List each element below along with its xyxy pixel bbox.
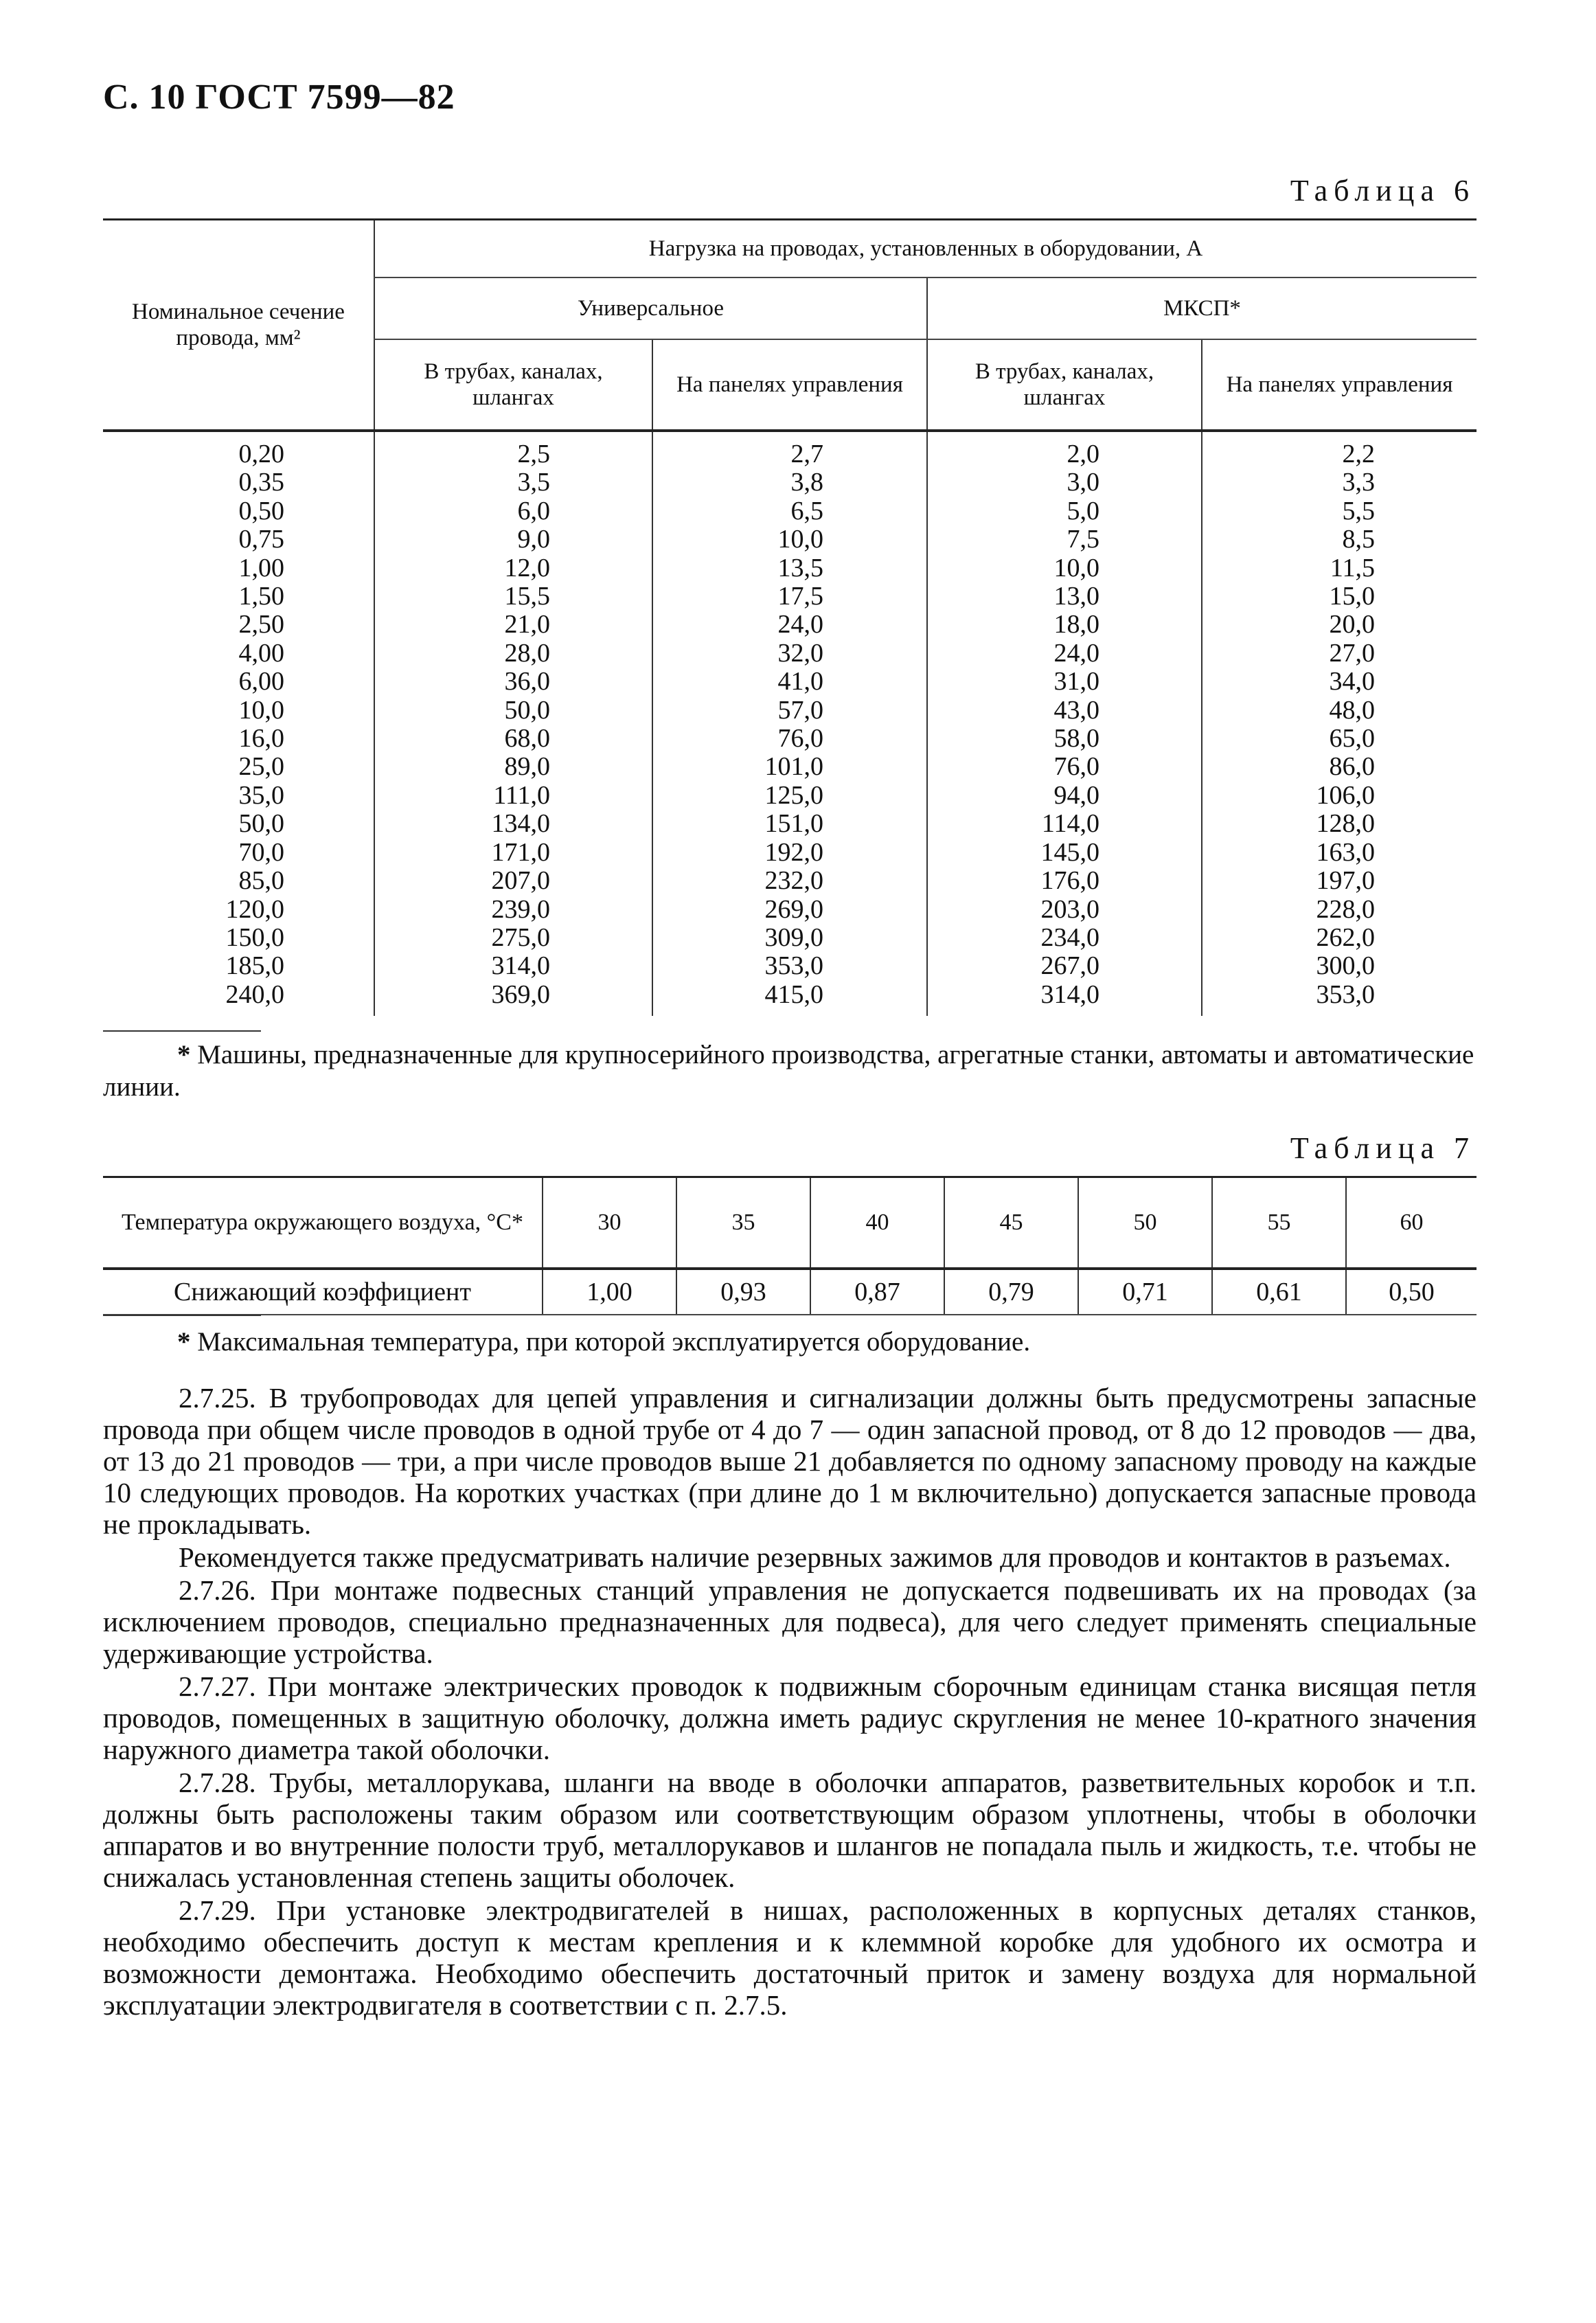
t7-temp: 35: [676, 1177, 810, 1269]
table6-cell: 70,0: [238, 837, 284, 867]
table6-cell: 275,0: [491, 922, 550, 952]
t7-row-label: Снижающий коэффициент: [103, 1269, 543, 1315]
table6-cell: 111,0: [493, 780, 550, 810]
column-universal-panels: [652, 431, 927, 1016]
table7-footnote-text: Максимальная температура, при которой эксплуатируется оборудование.: [197, 1327, 1031, 1357]
table6-cell: 10,0: [777, 525, 823, 554]
col-header-mksp-panels: На панелях управления: [1202, 339, 1477, 431]
table6-cell: 24,0: [1053, 638, 1099, 668]
table6-cell: 203,0: [1040, 894, 1099, 924]
table6-cell: 163,0: [1316, 837, 1375, 867]
table6-cell: 76,0: [777, 724, 823, 753]
table6-cell: 15,5: [504, 582, 550, 611]
table6-cell: 15,0: [1329, 582, 1375, 611]
table6-cell: 27,0: [1329, 638, 1375, 668]
table6-cell: 35,0: [238, 780, 284, 810]
table6-cell: 207,0: [491, 866, 550, 896]
table6-cell: 228,0: [1316, 894, 1375, 924]
paragraph-recommendation: Рекомендуется также предусматривать наличие резервных зажимов для проводов и контактов в разъемах.: [179, 1541, 1451, 1573]
table6-cell: 7,5: [1067, 525, 1099, 554]
table6-cell: 300,0: [1316, 951, 1375, 981]
table6-footnote-text: Машины, предназначенные для крупносерийного производства, агрегатные станки, автоматы и автоматические линии.: [103, 1040, 1474, 1102]
t7-temp: 60: [1346, 1177, 1477, 1269]
table6-cell: 2,5: [517, 440, 550, 468]
table6-cell: 8,5: [1342, 525, 1375, 554]
t7-temp: 40: [810, 1177, 944, 1269]
col-header-universal-panels: На панелях управления: [652, 339, 927, 431]
table6-cell: 353,0: [764, 951, 823, 981]
table6-cell: 309,0: [764, 922, 823, 952]
table6-cell: 171,0: [491, 837, 550, 867]
table6-cell: 101,0: [764, 752, 823, 782]
table6-cell: 12,0: [504, 553, 550, 582]
t7-temp: 30: [543, 1177, 676, 1269]
column-cross-section: [103, 431, 374, 1016]
column-universal-pipes: [374, 431, 652, 1016]
col-header-mksp-pipes: В трубах, каналах, шлангах: [927, 339, 1202, 431]
subgroup-header-mksp: МКСП*: [927, 277, 1477, 339]
table6-cell: 3,3: [1342, 468, 1375, 497]
table6-cell: 120,0: [225, 894, 284, 924]
table6-cell: 197,0: [1316, 866, 1375, 896]
t7-head-label: Температура окружающего воздуха, °С*: [103, 1177, 543, 1269]
table6-cell: 0,50: [238, 496, 284, 525]
table6-cell: 50,0: [504, 695, 550, 725]
table6-cell: 0,20: [238, 440, 284, 468]
table6-cell: 1,00: [238, 553, 284, 582]
col-header-universal-pipes: В трубах, каналах, шлангах: [374, 339, 652, 431]
table6-cell: 125,0: [764, 780, 823, 810]
table6-cell: 5,0: [1067, 496, 1099, 525]
table6-cell: 85,0: [238, 866, 284, 896]
table6-cell: 57,0: [777, 695, 823, 725]
table6-cell: 32,0: [777, 638, 823, 668]
t7-temp: 50: [1078, 1177, 1212, 1269]
table6-cell: 43,0: [1053, 695, 1099, 725]
table6-cell: 5,5: [1342, 496, 1375, 525]
table6-cell: 314,0: [491, 951, 550, 981]
table6-cell: 10,0: [1053, 553, 1099, 582]
table6-label: Таблица 6: [1290, 174, 1475, 207]
table6-cell: 3,8: [790, 468, 823, 497]
table-7: [103, 1176, 1477, 1315]
table6-cell: 269,0: [764, 894, 823, 924]
table6-cell: 2,0: [1067, 440, 1099, 468]
table6-cell: 2,2: [1342, 440, 1375, 468]
table6-cell: 114,0: [1041, 809, 1099, 839]
table6-cell: 21,0: [504, 610, 550, 639]
table6-cell: 240,0: [225, 979, 284, 1009]
body-text: [103, 1382, 1477, 2022]
table6-cell: 3,0: [1067, 468, 1099, 497]
table7-label: Таблица 7: [1290, 1131, 1475, 1165]
paragraph-2-7-28: 2.7.28. Трубы, металлорукава, шланги на вводе в оболочки аппаратов, разветвительных коробок и т.п. должны быть расположены таким образом или соответствующим образом уплотнены, чтобы в оболочки аппаратов и во внутренние полости труб, металлорукавов и шлангов не попадала пыль и жидкость, т.е. чтобы не снижалась установленная степень защиты оболочек.: [103, 1767, 1477, 1893]
t7-coef: 0,93: [676, 1269, 810, 1315]
table6-cell: 4,00: [238, 638, 284, 668]
table6-cell: 1,50: [238, 582, 284, 611]
table6-cell: 41,0: [777, 667, 823, 696]
table6-cell: 6,0: [517, 496, 550, 525]
table6-cell: 6,5: [790, 496, 823, 525]
table6-cell: 185,0: [225, 951, 284, 981]
table6-cell: 134,0: [491, 809, 550, 839]
table6-cell: 94,0: [1053, 780, 1099, 810]
table6-cell: 106,0: [1316, 780, 1375, 810]
table6-cell: 0,35: [238, 468, 284, 497]
table6-cell: 9,0: [517, 525, 550, 554]
table6-cell: 2,7: [790, 440, 823, 468]
table6-cell: 89,0: [504, 752, 550, 782]
table7-header-row: [103, 1177, 1477, 1269]
table6-cell: 239,0: [491, 894, 550, 924]
table6-cell: 13,5: [777, 553, 823, 582]
table6-cell: 150,0: [225, 922, 284, 952]
table6-cell: 31,0: [1053, 667, 1099, 696]
t7-coef: 0,61: [1212, 1269, 1346, 1315]
t7-temp: 55: [1212, 1177, 1346, 1269]
table6-cell: 48,0: [1329, 695, 1375, 725]
table6-cell: 2,50: [238, 610, 284, 639]
table7-data-row: [103, 1269, 1477, 1315]
t7-coef: 1,00: [543, 1269, 676, 1315]
t7-coef: 0,79: [944, 1269, 1078, 1315]
table-6: [103, 218, 1477, 1016]
table6-cell: 50,0: [238, 809, 284, 839]
table6-cell: 68,0: [504, 724, 550, 753]
table6-data-row: [103, 431, 1477, 1016]
table6-cell: 10,0: [238, 695, 284, 725]
table6-cell: 145,0: [1040, 837, 1099, 867]
table6-cell: 24,0: [777, 610, 823, 639]
paragraph-2-7-27: 2.7.27. При монтаже электрических проводок к подвижным сборочным единицам станка висящая петля проводов, помещенных в защитную оболочку, должна иметь радиус скругления не менее 10-кратного значения наружного диаметра такой оболочки.: [103, 1670, 1477, 1765]
table6-cell: 353,0: [1316, 979, 1375, 1009]
table6-cell: 34,0: [1329, 667, 1375, 696]
paragraph-2-7-25: 2.7.25. В трубопроводах для цепей управления и сигнализации должны быть предусмотрены запасные провода при общем числе проводов в одной трубе от 4 до 7 — один запасной провод, от 8 до 12 проводов — два, от 13 до 21 проводов — три, а при числе проводов выше 21 добавляется по одному запасному проводу на каждые 10 следующих проводов. На коротких участках (при длине до 1 м включительно) допускается запасные провода не прокладывать.: [103, 1382, 1477, 1540]
table6-cell: 25,0: [238, 752, 284, 782]
table6-cell: 369,0: [491, 979, 550, 1009]
footnote-mark: *: [177, 1327, 191, 1357]
table6-cell: 17,5: [777, 582, 823, 611]
table6-cell: 28,0: [504, 638, 550, 668]
table6-cell: 13,0: [1053, 582, 1099, 611]
t7-coef: 0,50: [1346, 1269, 1477, 1315]
table6-cell: 20,0: [1329, 610, 1375, 639]
t7-temp: 45: [944, 1177, 1078, 1269]
col-header-cross-section: Номинальное сечение провода, мм²: [103, 220, 374, 431]
table6-cell: 65,0: [1329, 724, 1375, 753]
table6-cell: 232,0: [764, 866, 823, 896]
table6-footnote: [103, 1039, 1477, 1103]
subgroup-header-universal: Универсальное: [374, 277, 927, 339]
table6-cell: 86,0: [1329, 752, 1375, 782]
footnote-mark: *: [177, 1040, 191, 1069]
table6-cell: 234,0: [1040, 922, 1099, 952]
table6-cell: 3,5: [517, 468, 550, 497]
table6-cell: 11,5: [1330, 553, 1375, 582]
table6-cell: 415,0: [764, 979, 823, 1009]
table7-footnote: [103, 1326, 1477, 1358]
table6-cell: 36,0: [504, 667, 550, 696]
footnote-rule: [103, 1030, 261, 1032]
table6-cell: 192,0: [764, 837, 823, 867]
t7-coef: 0,71: [1078, 1269, 1212, 1315]
paragraph-2-7-26: 2.7.26. При монтаже подвесных станций управления не допускается подвешивать их на проводах (за исключением проводов, специально предназначенных для подвеса), для чего следует применять специальные удерживающие устройства.: [103, 1574, 1477, 1669]
table6-cell: 128,0: [1316, 809, 1375, 839]
table6-cell: 18,0: [1053, 610, 1099, 639]
t7-coef: 0,87: [810, 1269, 944, 1315]
table6-cell: 176,0: [1040, 866, 1099, 896]
footnote-rule: [103, 1315, 261, 1316]
column-mksp-pipes: [927, 431, 1202, 1016]
table6-cell: 6,00: [238, 667, 284, 696]
table6-cell: 0,75: [238, 525, 284, 554]
running-head: С. 10 ГОСТ 7599—82: [103, 78, 455, 117]
group-header-load: Нагрузка на проводах, установленных в оборудовании, А: [374, 220, 1477, 278]
table6-cell: 262,0: [1316, 922, 1375, 952]
table6-cell: 151,0: [764, 809, 823, 839]
column-mksp-panels: [1202, 431, 1477, 1016]
table6-cell: 267,0: [1040, 951, 1099, 981]
table6-cell: 58,0: [1053, 724, 1099, 753]
table6-cell: 16,0: [238, 724, 284, 753]
table6-cell: 76,0: [1053, 752, 1099, 782]
paragraph-2-7-29: 2.7.29. При установке электродвигателей в нишах, расположенных в корпусных деталях станков, необходимо обеспечить доступ к местам крепления и к клеммной коробке для удобного их осмотра и возможности демонтажа. Необходимо обеспечить достаточный приток и замену воздуха для нормальной эксплуатации электродвигателя в соответствии с п. 2.7.5.: [103, 1894, 1477, 2021]
table6-cell: 314,0: [1040, 979, 1099, 1009]
